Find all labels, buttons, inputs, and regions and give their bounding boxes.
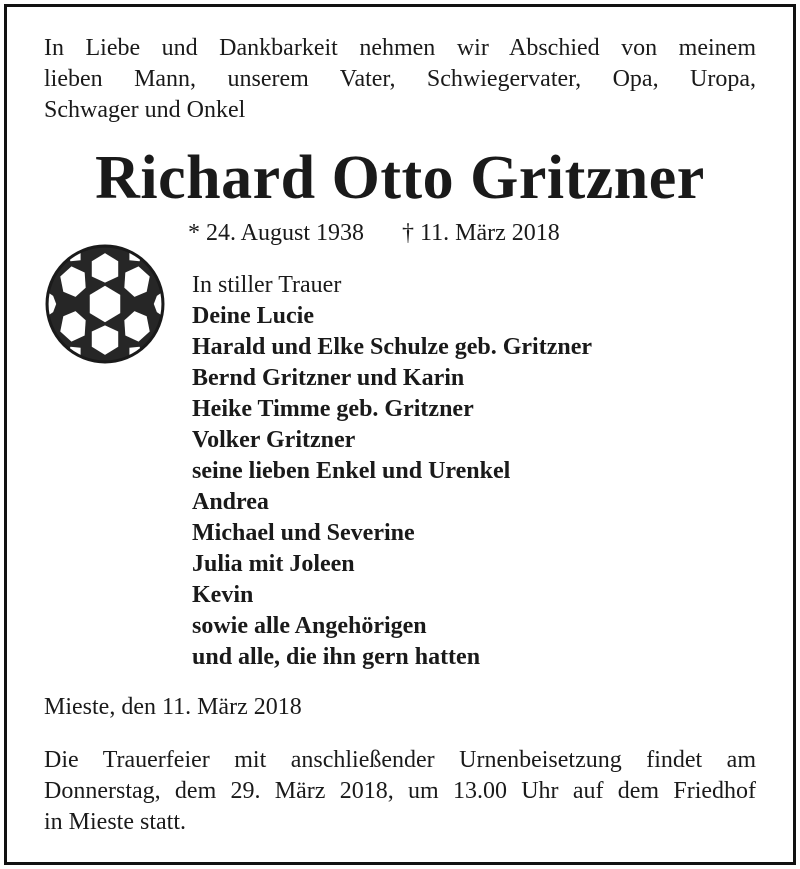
- mourner-entry: Kevin: [192, 582, 254, 608]
- mourner-entry: Deine Lucie: [192, 303, 314, 329]
- place-and-date: Mieste, den 11. März 2018: [44, 694, 302, 720]
- soccer-ball-icon: [44, 243, 166, 365]
- mourner-entry: und alle, die ihn gern hatten: [192, 644, 481, 670]
- mourner-entry: Volker Gritzner: [192, 427, 356, 453]
- mourner-entry: Michael und Severine: [192, 520, 415, 546]
- mourner-entry: Andrea: [192, 489, 269, 515]
- intro-line-1: In Liebe und Dankbarkeit nehmen wir Abschied von meinem: [44, 35, 756, 61]
- mourners-lead: In stiller Trauer: [192, 272, 342, 298]
- ceremony-line-3: in Mieste statt.: [44, 809, 186, 835]
- intro-line-2: lieben Mann, unserem Vater, Schwiegervater, Opa, Uropa,: [44, 66, 756, 92]
- deceased-name: Richard Otto Gritzner: [95, 144, 705, 212]
- intro-text: [44, 33, 756, 126]
- ceremony-line-1: Die Trauerfeier mit anschließender Urnenbeisetzung findet am: [44, 747, 756, 773]
- death-date: † 11. März 2018: [402, 220, 560, 246]
- intro-line-3: Schwager und Onkel: [44, 97, 246, 123]
- mourners-list: [192, 270, 592, 673]
- ceremony-line-2: Donnerstag, dem 29. März 2018, um 13.00 Uhr auf dem Friedhof: [44, 778, 756, 804]
- mourner-entry: seine lieben Enkel und Urenkel: [192, 458, 511, 484]
- mourner-entry: Heike Timme geb. Gritzner: [192, 396, 474, 422]
- mourner-entry: sowie alle Angehörigen: [192, 613, 427, 639]
- life-dates: [188, 218, 560, 248]
- mourner-entry: Bernd Gritzner und Karin: [192, 365, 465, 391]
- mourner-entry: Harald und Elke Schulze geb. Gritzner: [192, 334, 593, 360]
- birth-date: * 24. August 1938: [188, 220, 365, 246]
- mourner-entry: Julia mit Joleen: [192, 551, 355, 577]
- ceremony-text: [44, 745, 756, 838]
